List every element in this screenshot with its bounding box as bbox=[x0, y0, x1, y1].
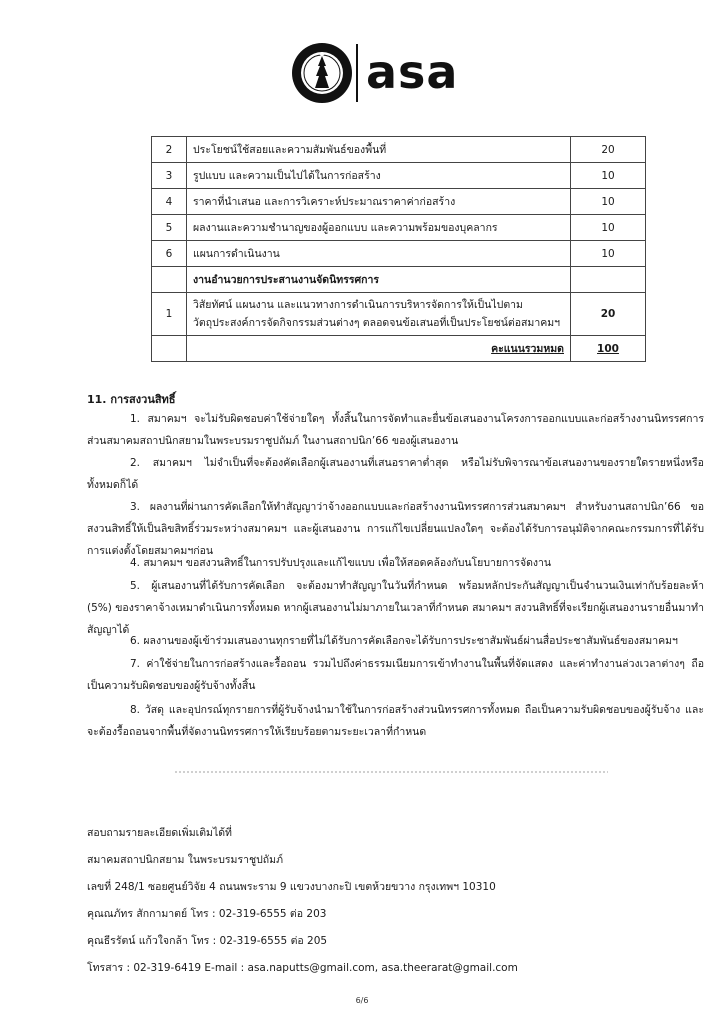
row-score: 20 bbox=[571, 293, 646, 336]
contact-org: สมาคมสถาปนิกสยาม ในพระบรมราชูปถัมภ์ bbox=[87, 854, 284, 866]
contact-intro: สอบถามรายละเอียดเพิ่มเติมได้ที่ bbox=[87, 827, 232, 839]
row-score: 10 bbox=[571, 241, 646, 267]
paragraph: 8. วัสดุ และอุปกรณ์ทุกรายการที่ผู้รับจ้างนำมาใช้ในการก่อสร้างส่วนนิทรรศการทั้งหมด ถือเป็นความรับผิดชอบของผู้รับจ้าง และจะต้องรื้อถอนจากพื้นที่จัดงานนิทรรศการให้เรียบร้อยตามระยะเวลาที่กำหนด bbox=[87, 704, 704, 738]
page-number: 6/6 bbox=[355, 996, 369, 1005]
table-row bbox=[152, 137, 646, 163]
row-criteria: แผนการดำเนินงาน bbox=[187, 241, 571, 267]
paragraph: 5. ผู้เสนองานที่ได้รับการคัดเลือก จะต้องมาทำสัญญาในวันที่กำหนด พร้อมหลักประกันสัญญาเป็นจำนวนเงินเท่ากับร้อยละห้า (5%) ของราคาจ้างเหมาดำเนินการทั้งหมด หากผู้เสนองานไม่มาภายในเวลาที่กำหนด สมาคมฯ สงวนสิทธิ์ที่จะเรียกผู้เสนองานรายอื่นมาทำสัญญาได้ bbox=[87, 580, 704, 636]
row-criteria bbox=[187, 293, 571, 336]
row-criteria: รูปแบบ และความเป็นไปได้ในการก่อสร้าง bbox=[187, 163, 571, 189]
header-divider bbox=[356, 44, 358, 102]
row-criteria: ราคาที่นำเสนอ และการวิเคราะห์ประมาณราคาค่าก่อสร้าง bbox=[187, 189, 571, 215]
table-row bbox=[152, 293, 646, 336]
table-subheading: งานอำนวยการประสานงานจัดนิทรรศการ bbox=[187, 267, 571, 293]
row-number: 1 bbox=[152, 293, 187, 336]
contact-fax-email: โทรสาร : 02-319-6419 E-mail : asa.naputts@gmail.com, asa.theerarat@gmail.com bbox=[87, 962, 518, 974]
paragraph: 4. สมาคมฯ ขอสงวนสิทธิ์ในการปรับปรุงและแก้ไขแบบ เพื่อให้สอดคล้องกับนโยบายการจัดงาน bbox=[130, 557, 552, 569]
row-criteria: ประโยชน์ใช้สอยและความสัมพันธ์ของพื้นที่ bbox=[187, 137, 571, 163]
score-table bbox=[151, 136, 646, 362]
table-row bbox=[152, 215, 646, 241]
contact-block bbox=[87, 820, 518, 982]
dotted-divider bbox=[174, 771, 608, 773]
paragraph: 6. ผลงานของผู้เข้าร่วมเสนองานทุกรายที่ไม่ได้รับการคัดเลือกจะได้รับการประชาสัมพันธ์ผ่านสื่อประชาสัมพันธ์ของสมาคมฯ bbox=[130, 635, 678, 647]
contact-address: เลขที่ 248/1 ซอยศูนย์วิจัย 4 ถนนพระราม 9 แขวงบางกะปิ เขตห้วยขวาง กรุงเทพฯ 10310 bbox=[87, 881, 496, 893]
total-label: คะแนนรวมหมด bbox=[187, 336, 571, 362]
paragraph: 7. ค่าใช้จ่ายในการก่อสร้างและรื้อถอน รวมไปถึงค่าธรรมเนียมการเข้าทำงานในพื้นที่จัดแสดง และค่าทำงานล่วงเวลาต่างๆ ถือเป็นความรับผิดชอบของผู้รับจ้างทั้งสิ้น bbox=[87, 658, 704, 692]
asa-logo: asa bbox=[366, 45, 459, 99]
row-criteria-line: วิสัยทัศน์ แผนงาน และแนวทางการดำเนินการบริหารจัดการให้เป็นไปตาม bbox=[193, 299, 523, 311]
table-subheading-row bbox=[152, 267, 646, 293]
row-score: 20 bbox=[571, 137, 646, 163]
row-number: 6 bbox=[152, 241, 187, 267]
paragraph: 2. สมาคมฯ ไม่จำเป็นที่จะต้องคัดเลือกผู้เสนองานที่เสนอราคาต่ำสุด หรือไม่รับพิจารณาข้อเสนองานของรายใดรายหนึ่งหรือทั้งหมดก็ได้ bbox=[87, 457, 704, 491]
contact-person: คุณณภัทร สักกามาตย์ โทร : 02-319-6555 ต่อ 203 bbox=[87, 908, 327, 920]
paragraph: 3. ผลงานที่ผ่านการคัดเลือกให้ทำสัญญาว่าจ้างออกแบบและก่อสร้างงานนิทรรศการส่วนสมาคมฯ สำหรับงานสถาปนิก’66 ขอสงวนสิทธิ์ให้เป็นลิขสิทธิ์ร่วมระหว่างสมาคมฯ และผู้เสนองาน การแก้ไขเปลี่ยนแปลงใดๆ จะต้องได้รับการอนุมัติจากคณะกรรมการที่ได้รับการแต่งตั้งโดยสมาคมฯก่อน bbox=[87, 501, 704, 557]
row-score: 10 bbox=[571, 215, 646, 241]
row-score: 10 bbox=[571, 189, 646, 215]
row-number: 4 bbox=[152, 189, 187, 215]
table-row bbox=[152, 189, 646, 215]
section-title: 11. การสงวนสิทธิ์ bbox=[87, 393, 176, 406]
asa-seal-icon bbox=[291, 42, 353, 104]
row-criteria: ผลงานและความชำนาญของผู้ออกแบบ และความพร้อมของบุคลากร bbox=[187, 215, 571, 241]
row-score: 10 bbox=[571, 163, 646, 189]
header bbox=[0, 42, 724, 108]
row-number: 2 bbox=[152, 137, 187, 163]
row-criteria-line: วัตถุประสงค์การจัดกิจกรรมส่วนต่างๆ ตลอดจนข้อเสนอที่เป็นประโยชน์ต่อสมาคมฯ bbox=[193, 317, 561, 329]
total-score: 100 bbox=[571, 336, 646, 362]
row-number: 5 bbox=[152, 215, 187, 241]
contact-person: คุณธีรรัตน์ แก้วใจกล้า โทร : 02-319-6555 ต่อ 205 bbox=[87, 935, 328, 947]
table-total-row bbox=[152, 336, 646, 362]
paragraph: 1. สมาคมฯ จะไม่รับผิดชอบค่าใช้จ่ายใดๆ ทั้งสิ้นในการจัดทำและยื่นข้อเสนองานโครงการออกแบบและก่อสร้างงานนิทรรศการส่วนสมาคมสถาปนิกสยามในพระบรมราชูปถัมภ์ ในงานสถาปนิก’66 ของผู้เสนองาน bbox=[87, 413, 704, 447]
row-number: 3 bbox=[152, 163, 187, 189]
table-row bbox=[152, 241, 646, 267]
table-row bbox=[152, 163, 646, 189]
